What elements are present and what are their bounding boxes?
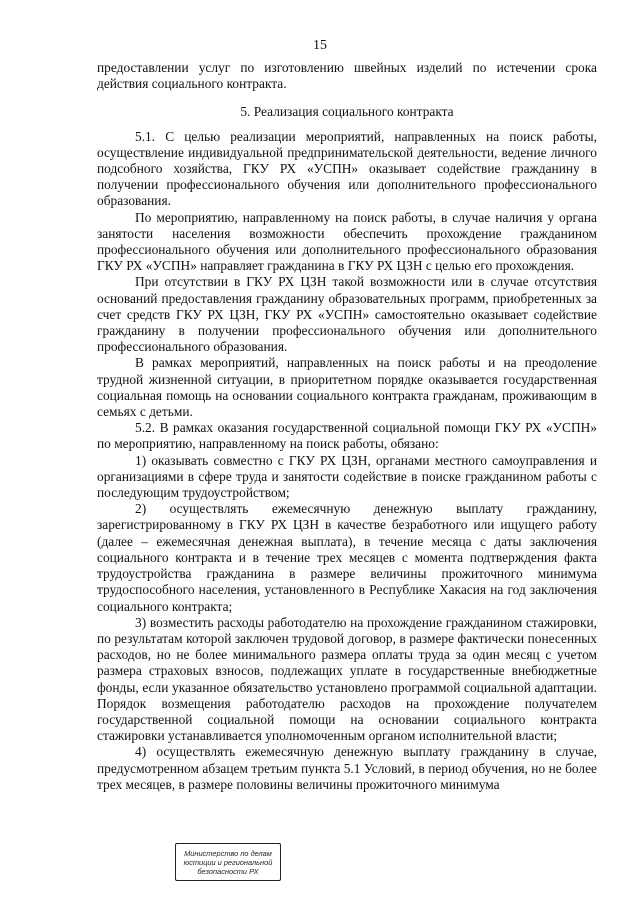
continuation-paragraph: предоставлении услуг по изготовлению швейных изделий по истечении срока действия социального контракта.	[97, 60, 597, 92]
paragraph-5-2: 5.2. В рамках оказания государственной социальной помощи ГКУ РХ «УСПН» по мероприятию, направленному на поиск работы, обязано:	[97, 420, 597, 452]
paragraph-priority: В рамках мероприятий, направленных на поиск работы и на преодоление трудной жизненной ситуации, в приоритетном порядке оказывается государственная социальная помощь на основании социального контракта гражданам, проживающим в семьях с детьми.	[97, 355, 597, 420]
document-body	[97, 60, 597, 793]
section-title: 5. Реализация социального контракта	[240, 104, 454, 120]
paragraph-no-possibility: При отсутствии в ГКУ РХ ЦЗН такой возможности или в случае отсутствия оснований предоставления гражданину образовательных программ, приобретенных за счет средств ГКУ РХ ЦЗН, ГКУ РХ «УСПН» самостоятельно оказывает содействие гражданину в получении профессионального обучения или дополнительного профессионального образования.	[97, 274, 597, 355]
stamp-line-2: юстиции и региональной	[183, 857, 273, 867]
list-item-2: 2) осуществлять ежемесячную денежную выплату гражданину, зарегистрированному в ГКУ РХ ЦЗН в качестве безработного или ищущего работу (далее – ежемесячная денежная выплата), в течение месяца с даты заключения социального контракта и в течение трех месяцев с момента подтверждения факта трудоустройства гражданина в размере величины прожиточного минимума трудоспособного населения, установленного в Республике Хакасия на год заключения социального контракта;	[97, 501, 597, 614]
paragraph-5-1: 5.1. С целью реализации мероприятий, направленных на поиск работы, осуществление индивидуальной предпринимательской деятельности, ведение личного подсобного хозяйства, ГКУ РХ «УСПН» оказывает содействие гражданину в получении профессионального обучения или дополнительного профессионального образования.	[97, 128, 597, 209]
paragraph-job-search: По мероприятию, направленному на поиск работы, в случае наличия у органа занятости населения возможности обеспечить прохождение гражданином профессионального обучения или дополнительного профессионального образования ГКУ РХ «УСПН» направляет гражданина в ГКУ РХ ЦЗН с целью его прохождения.	[97, 209, 597, 274]
list-item-4: 4) осуществлять ежемесячную денежную выплату гражданину в случае, предусмотренном абзацем третьим пункта 5.1 Условий, в период обучения, но не более трех месяцев, в размере половины величины прожиточного минимума	[97, 744, 597, 792]
page-number: 15	[313, 38, 327, 53]
list-item-1: 1) оказывать совместно с ГКУ РХ ЦЗН, органами местного самоуправления и организациями в сфере труда и занятости содействие в поиске гражданином работы с последующим трудоустройством;	[97, 452, 597, 501]
ministry-stamp	[175, 843, 281, 881]
stamp-line-3: безопасности РХ	[197, 866, 259, 876]
stamp-line-1: Министерство по делам	[184, 848, 272, 858]
list-item-3: 3) возместить расходы работодателю на прохождение гражданином стажировки, по результатам которой заключен трудовой договор, в размере фактически понесенных расходов, но не более минимального размера оплаты труда за один месяц с учетом размера страховых взносов, подлежащих уплате в государственные внебюджетные фонды, если указанное обязательство установлено программой социальной адаптации. Порядок возмещения работодателю расходов на прохождение получателем государственной социальной помощи на основании социального контракта стажировки устанавливается уполномоченным органом исполнительной власти;	[97, 614, 597, 744]
